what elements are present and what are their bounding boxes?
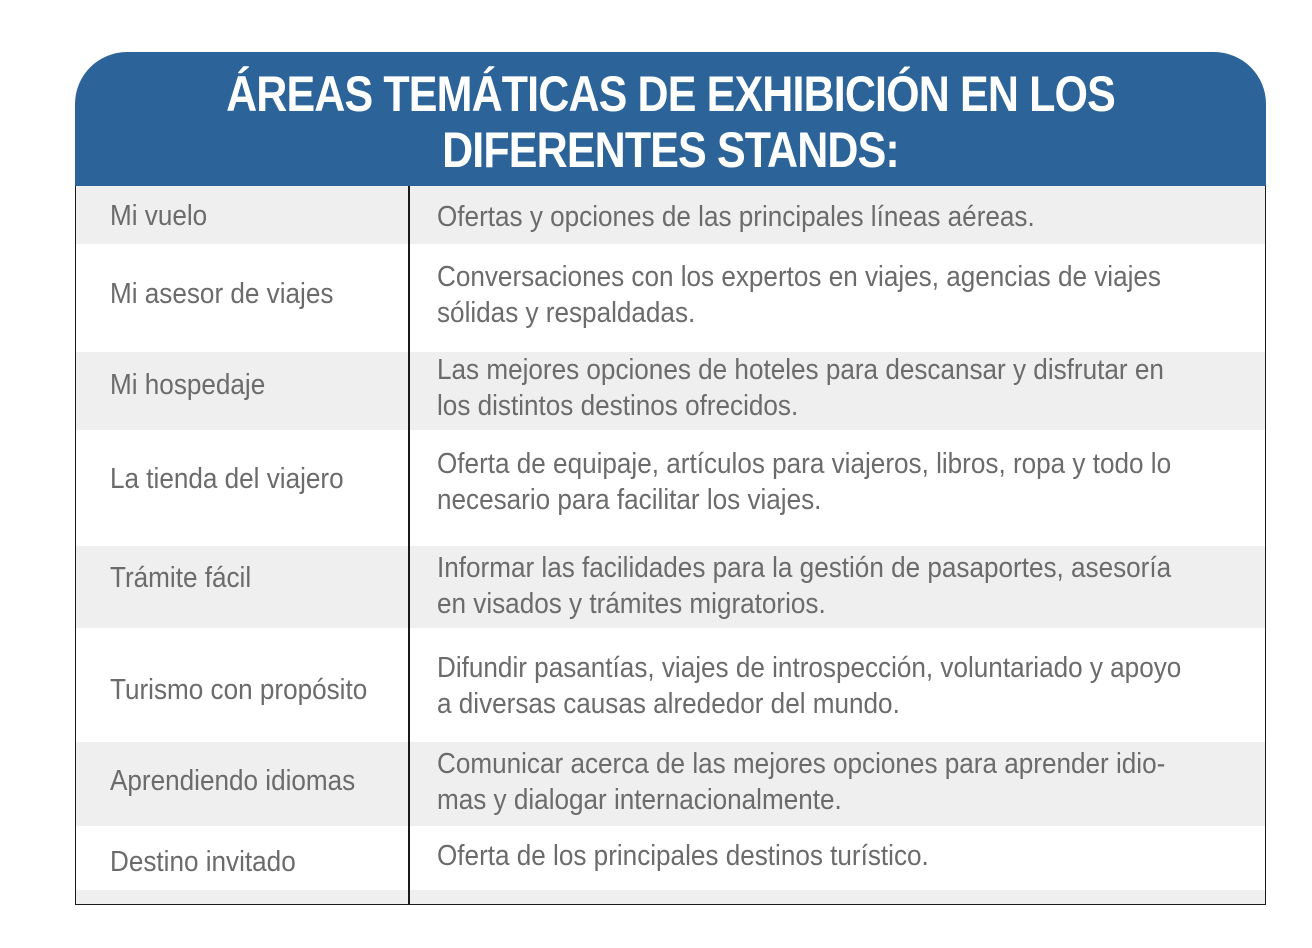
area-description-line: Las mejores opciones de hoteles para descansar y disfrutar en [437, 354, 1164, 386]
area-label: Destino invitado [110, 846, 296, 878]
areas-table [75, 186, 1266, 905]
area-description [437, 259, 1243, 331]
area-description-line: los distintos destinos ofrecidos. [437, 390, 799, 422]
area-label: Turismo con propósito [110, 674, 368, 706]
area-description-line: a diversas causas alrededor del mundo. [437, 688, 900, 720]
area-description-line: Comunicar acerca de las mejores opciones para aprender idio- [437, 748, 1166, 780]
area-description-line: Informar las facilidades para la gestión de pasaportes, asesoría [437, 552, 1172, 584]
area-label: Trámite fácil [110, 562, 252, 594]
area-label: Mi hospedaje [110, 369, 266, 401]
area-description [437, 199, 1243, 235]
area-description [437, 446, 1243, 518]
area-label: Mi vuelo [110, 200, 208, 232]
area-label: Aprendiendo idiomas [110, 765, 356, 797]
area-description-line: Conversaciones con los expertos en viajes, agencias de viajes [437, 261, 1161, 293]
area-description-line: Ofertas y opciones de las principales líneas aéreas. [437, 201, 1035, 233]
area-description [437, 650, 1243, 722]
header-title-line-2: DIFERENTES STANDS: [442, 122, 899, 178]
area-description-line: Difundir pasantías, viajes de introspección, voluntariado y apoyo [437, 652, 1182, 684]
table-row [76, 628, 1265, 742]
table-row [76, 742, 1265, 826]
header-title-line-1: ÁREAS TEMÁTICAS DE EXHIBICIÓN EN LOS [226, 66, 1115, 122]
table-row [76, 352, 1265, 430]
table-row [76, 826, 1265, 890]
table-row [76, 430, 1265, 546]
area-description-line: necesario para facilitar los viajes. [437, 484, 822, 516]
area-description [437, 550, 1243, 622]
panel-header [75, 52, 1266, 186]
table-footer-strip [76, 890, 1265, 904]
table-row [76, 546, 1265, 628]
area-description-line: Oferta de equipaje, artículos para viajeros, libros, ropa y todo lo [437, 448, 1172, 480]
area-description [437, 746, 1243, 818]
area-label: Mi asesor de viajes [110, 278, 334, 310]
exhibition-areas-panel [75, 52, 1266, 905]
area-description-line: sólidas y respaldadas. [437, 297, 696, 329]
area-description-line: Oferta de los principales destinos turístico. [437, 840, 929, 872]
area-label: La tienda del viajero [110, 463, 344, 495]
table-row [76, 186, 1265, 244]
area-description-line: en visados y trámites migratorios. [437, 588, 826, 620]
area-description [437, 352, 1243, 424]
area-description-line: mas y dialogar internacionalmente. [437, 784, 842, 816]
table-row [76, 244, 1265, 352]
column-divider [408, 186, 410, 904]
area-description [437, 838, 1243, 874]
